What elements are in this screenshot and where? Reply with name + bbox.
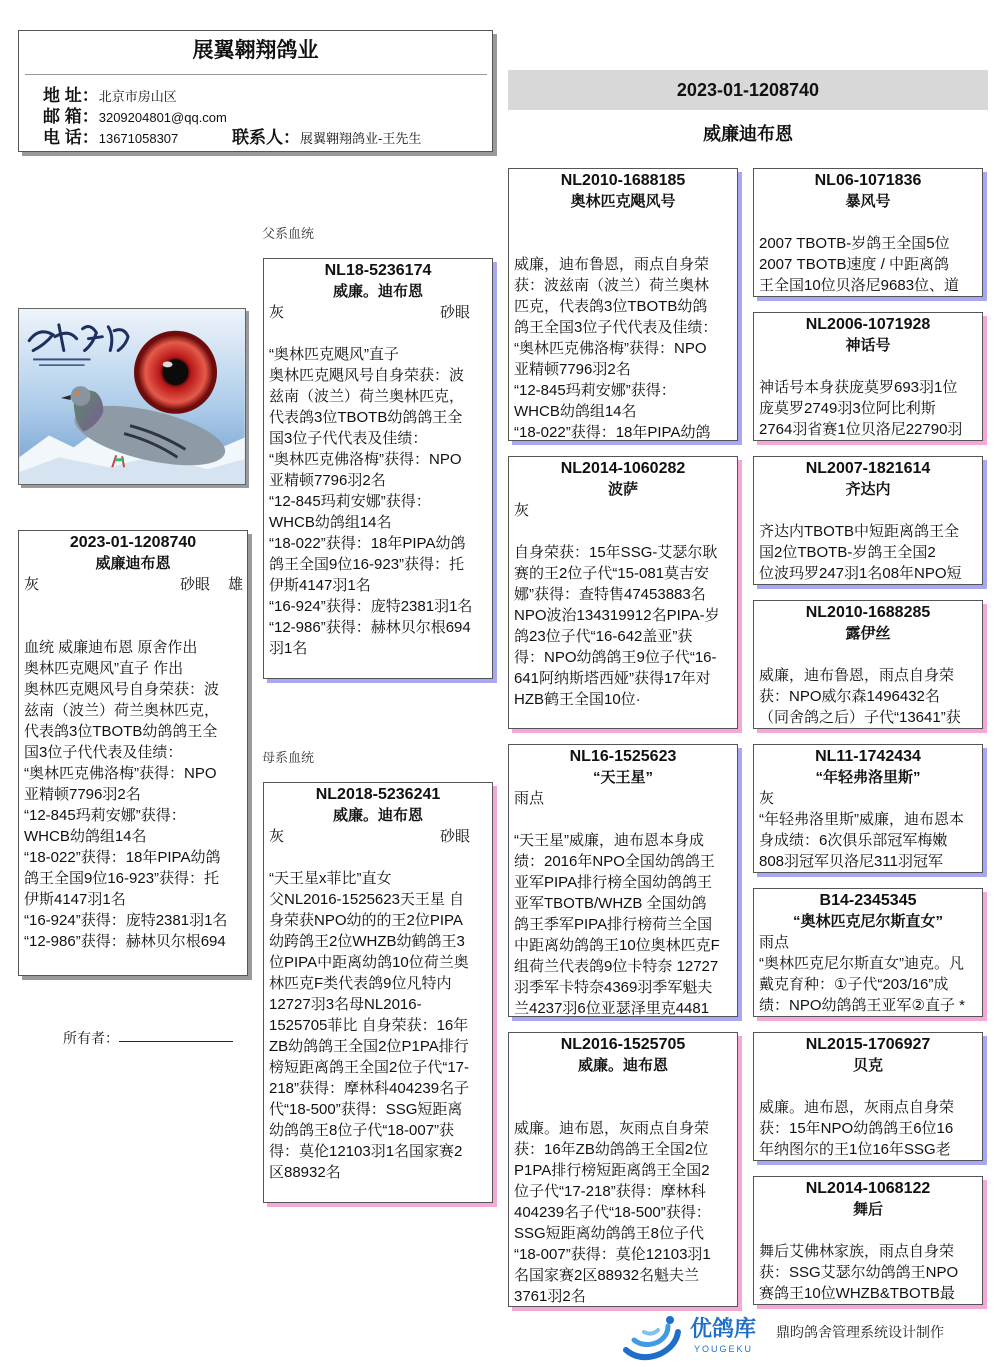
pedigree-notes: 神话号本身获庞莫罗693羽1位 庞莫罗2749羽3位阿比利斯 2764羽省赛1位贝洛尼22790羽 [759,379,963,438]
pedigree-notes: 威廉。迪布恩，灰雨点自身荣 获：16年ZB幼鸽鸽王全国2位 P1PA排行榜短距离鸽王全国2 位子代“17-218”获得：摩林科 404239名子代“18-500”获得： SSG短距离幼鸽鸽王8位子代 “18-007”获得：莫伦12103羽1 名国家赛2区88932名魁夫兰 3761羽2名 [514,1120,711,1305]
loft-name: 展翼翱翔鸽业 [192,39,319,62]
color-row [759,644,977,665]
bird-name: 露伊丝 [845,625,891,642]
ring-number: NL2007-1821614 [805,460,931,477]
address-row [43,85,177,106]
swirl-logo-icon [620,1310,686,1362]
pedigree-notes: 2007 TBOTB-岁鸽王全国5位 2007 TBOTB速度 / 中距离鸽 王全国10位贝洛尼9683位、道 [759,235,960,294]
plumage-color: 灰 [24,576,40,593]
dam-card [263,782,493,1203]
pedigree-notes: 血统 威廉迪布恩 原舍作出 奥林匹克飓风”直子 作出 奥林匹克飓风号自身荣获：波 兹南（波兰）荷兰奥林匹克， 代表鸽3位TBOTB幼鸽鸽王全 国3位子代代表及佳绩： “奥林匹克佛洛梅”获得：NPO 亚精顿7796羽2名 “12-845玛莉安娜”获得： WHCB幼鸽组14名 “18-022”获得：18年PIPA幼鸽 鸽王全国9位16-923”获得：托 伊斯4147羽1名 “16-924”获得：庞特2381羽1名 “12-986”获得：赫林贝尔根694 [24,639,228,950]
owner-field [63,1027,233,1049]
bird-name: 神话号 [845,337,891,354]
bird-name: “奥林匹克尼尔斯直女” [792,913,943,930]
phone-label: 电 话： [43,128,99,147]
ring-number: NL2010-1688185 [560,172,686,189]
great-grandparent-card [753,600,983,729]
ring-number: NL2014-1068122 [805,1180,931,1197]
pigeon-photo-graphic [19,309,245,484]
great-grandparent-card [753,1032,983,1161]
spacer [269,847,487,868]
pedigree-notes: 威廉。迪布恩，灰雨点自身荣 获：15年NPO幼鸽鸽王6位16 年纳图尔的王1位16年SSG老 [759,1099,955,1158]
plumage-color: 雨点 [759,934,790,951]
ring-number: NL2010-1688285 [805,604,931,621]
bird-name: “天王星” [592,769,653,786]
contact-row [232,127,421,148]
pedigree-notes: 齐达内TBOTB中短距离鸽王全 国2位TBOTB-岁鸽王全国2 位波玛罗247羽1名08年NPO短 [759,523,962,582]
sex: 雄 [228,576,244,593]
contact-label: 联系人： [232,128,300,147]
great-grandparent-card [753,744,983,873]
phone-value: 13671058307 [98,131,179,146]
loft-info-card [18,30,493,152]
color-row [759,1220,977,1241]
ring-number: NL16-1525623 [569,748,677,765]
ring-number: 2023-01-1208740 [69,534,197,551]
address-value: 北京市房山区 [98,89,177,104]
pedigree-notes: 威廉，迪布鲁恩，雨点自身荣 获：NPO威尔森1496432名 （同舍鸽之后）子代“13641”获 [759,667,961,726]
email-label: 邮 箱： [43,107,99,126]
color-row [759,212,977,233]
eye-type: 砂眼 [180,576,211,593]
color-row [514,1076,732,1097]
ring-number: NL2015-1706927 [805,1036,931,1053]
pedigree-notes: 舞后艾佛林家族，雨点自身荣 获：SSG艾瑟尔幼鸽鸽王NPO 赛鸽王10位WHZB&TBOTB最 [759,1243,959,1302]
ring-number: NL2018-5236241 [315,786,441,803]
color-row [514,788,732,809]
owner-label: 所有者： [63,1030,119,1046]
bird-name: 威廉。迪布恩 [332,283,423,300]
bird-name: 波萨 [607,481,638,498]
pedigree-notes: 威廉，迪布鲁恩，雨点自身荣 获：波兹南（波兰）荷兰奥林 匹克，代表鸽3位TBOTB幼鸽 鸽王全国3位子代代表及佳绩： “奥林匹克佛洛梅”获得：NPO 亚精顿7796羽2名 “12-845玛莉安娜”获得： WHCB幼鸽组14名 “18-022”获得：18年PIPA幼鸽 [514,256,718,441]
color-row [759,932,977,953]
bird-name: 威廉。迪布恩 [332,807,423,824]
bird-name: 贝克 [852,1057,883,1074]
grandparent-card [508,1032,738,1307]
ring-number: NL2016-1525705 [560,1036,686,1053]
color-row [269,302,487,323]
ring-number: NL06-1071836 [814,172,922,189]
grandparent-card [508,744,738,1017]
color-row [514,212,732,233]
spacer [514,809,732,830]
ring-number: NL2014-1060282 [560,460,686,477]
spacer [514,1097,732,1118]
color-row [24,574,242,595]
bird-name: 暴风号 [845,193,891,210]
color-row [514,500,732,521]
great-grandparent-card [753,888,983,1017]
credit-text: 鼎昀鸽舍管理系统设计制作 [776,1324,944,1340]
subject-pigeon-card [18,530,248,976]
spacer [514,521,732,542]
bird-name: 威廉。迪布恩 [577,1057,668,1074]
pedigree-notes: “年轻弗洛里斯”威廉，迪布恩本 身成绩：6次俱乐部冠军梅嫩 808羽冠军贝洛尼311羽冠军 [759,811,964,870]
great-grandparent-card [753,1176,983,1305]
pedigree-ring-heading: 2023-01-1208740 [508,70,988,110]
pedigree-notes: 自身荣获：15年SSG-艾瑟尔耿 赛的王2位子代“15-081莫吉安 娜”获得：查特售47453883名 NPO波治134319912名PIPA-岁 鸽23位子代“16-642盖亚”获 得：NPO幼鸽鸽王9位子代“16- 641阿纳斯塔西娅”获得17年对 HZB鹤王全国10位· [514,544,720,708]
bird-name: 舞后 [852,1201,883,1218]
color-row [759,500,977,521]
bird-name: “年轻弗洛里斯” [815,769,921,786]
spacer [514,233,732,254]
color-row [759,788,977,809]
email-row [43,106,227,127]
sire-section-label: 父系血统 [262,226,315,241]
grandparent-card [508,168,738,441]
ring-number: NL2006-1071928 [805,316,931,333]
pedigree-notes: “奥林匹克飓风”直子 奥林匹克飓风号自身荣获：波 兹南（波兰）荷兰奥林匹克， 代表鸽3位TBOTB幼鸽鸽王全 国3位子代代表及佳绩： “奥林匹克佛洛梅”获得：NPO 亚精顿7796羽2名 “12-845玛莉安娜”获得： WHCB幼鸽组14名 “18-022”获得：18年PIPA幼鸽 鸽王全国9位16-923”获得：托 伊斯4147羽1名 “16-924”获得：庞特2381羽1名 “12-986”获得：赫林贝尔根694 羽1名 [269,346,473,657]
plumage-color: 灰 [269,828,285,845]
plumage-color: 灰 [514,502,530,519]
ring-number: NL18-5236174 [324,262,432,279]
great-grandparent-card [753,456,983,585]
brand-logo [620,1310,770,1362]
color-row [759,1076,977,1097]
phone-row [43,127,178,148]
brand-name: 优鸽库 [690,1316,757,1341]
header-divider [25,74,487,75]
bird-name: 威廉迪布恩 [95,555,171,572]
eye-type: 砂眼 [440,304,471,321]
address-label: 地 址： [43,86,99,105]
brand-name-english: YOUGEKU [694,1344,754,1354]
pedigree-notes: “奥林匹克尼尔斯直女”迪克。凡 戴克育种：①子代“203/16”成 绩：NPO幼鸽鸽王亚军②直子 * [759,955,965,1014]
eye-type: 砂眼 [440,828,471,845]
spacer [24,595,242,616]
pedigree-name-heading: 威廉迪布恩 [703,124,793,144]
plumage-color: 灰 [269,304,285,321]
ring-number: NL11-1742434 [815,748,921,765]
ring-number: B14-2345345 [819,892,917,909]
pedigree-notes: “天王星”威廉，迪布恩本身成 绩：2016年NPO全国幼鸽鸽王 亚军PIPA排行榜全国幼鸽鸽王 亚军TBOTB/WHZB 全国幼鸽 鸽王季军PIPA排行榜荷兰全国 中距离幼鸽鸽王10位奥林匹克F 组荷兰代表鸽9位卡特奈 12727 羽季军卡特奈4369羽季军魁夫 兰4237羽6位亚瑟泽里克4481 [514,832,720,1017]
grandparent-card [508,456,738,729]
plumage-color: 灰 [759,790,775,807]
dam-section-label: 母系血统 [262,750,315,765]
pedigree-notes: “天王星x菲比”直女 父NL2016-1525623天王星 自 身荣获NPO幼的的王2位PIPA 幼跨鸽王2位WHZB幼鹤鸽王3 位PIPA中距离幼鸽10位荷兰奥 林匹克F类代表鸽9位凡特内 12727羽3名母NL2016- 1525705菲比 自身荣获：16年 ZB幼鸽鸽王全国2位P1PA排行 榜短距离鸽王全国2位子代“17- 218”获得：摩林科404239名子 代“18-500”获得：SSG短距离 幼鸽鸽王8位子代“18-007”获 得：莫伦12103羽1名国家赛2 区88932名 [269,870,470,1181]
sire-card [263,258,493,679]
email-value: 3209204801@qq.com [98,110,227,125]
contact-value: 展翼翱翔鸽业-王先生 [300,131,422,146]
spacer [269,323,487,344]
great-grandparent-card [753,168,983,297]
color-row [759,356,977,377]
spacer [24,616,242,637]
owner-signature-line [119,1027,233,1042]
great-grandparent-card [753,312,983,441]
color-row [269,826,487,847]
bird-name: 奥林匹克飓风号 [570,193,676,210]
plumage-color: 雨点 [514,790,545,807]
pigeon-photo [18,308,246,485]
bird-name: 齐达内 [845,481,891,498]
